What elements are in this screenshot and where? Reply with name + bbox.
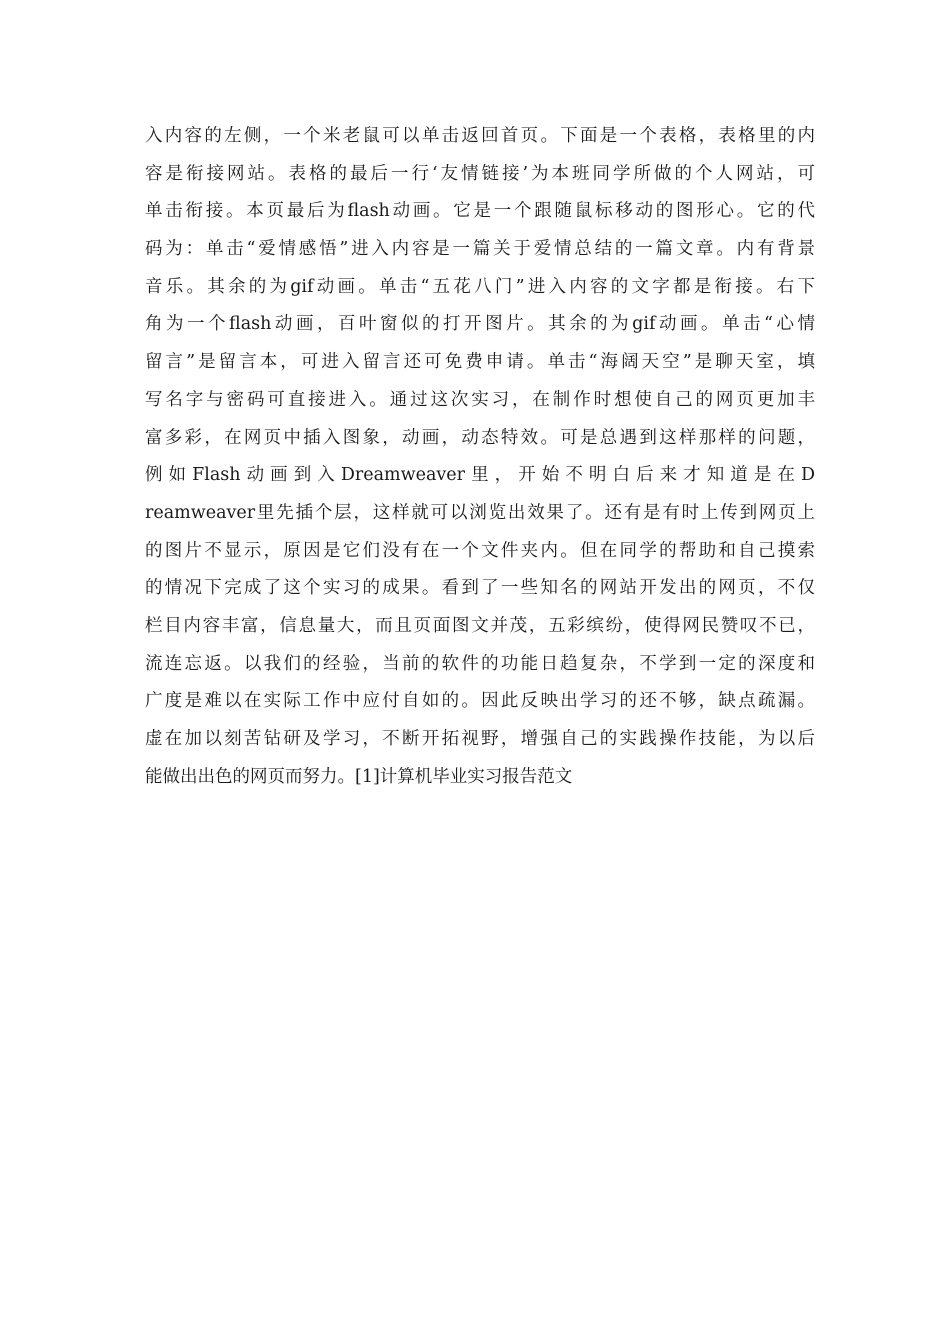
paragraph-line-13: 的情况下完成了这个实习的成果。看到了一些知名的网站开发出的网页，不仅 xyxy=(145,578,815,599)
paragraph-line-17: 虚在加以刻苦钻研及学习，不断开拓视野，增强自己的实践操作技能，为以后 xyxy=(145,729,815,749)
paragraph-line-14: 栏目内容丰富，信息量大，而且页面图文并茂，五彩缤纷，使得网民赞叹不已， xyxy=(145,615,815,636)
paragraph-line-11: reamweaver里先插个层，这样就可以浏览出效果了。还有是有时上传到网页上 xyxy=(145,502,815,523)
paragraph-line-15: 流连忘返。以我们的经验，当前的软件的功能日趋复杂，不学到一定的深度和 xyxy=(145,653,815,674)
paragraph-line-4: 码为：单击“爱情感悟”进入内容是一篇关于爱情总结的一篇文章。内有背景 xyxy=(145,239,815,260)
body-paragraph xyxy=(145,118,815,796)
paragraph-line-7: 留言”是留言本，可进入留言还可免费申请。单击“海阔天空”是聊天室，填 xyxy=(145,352,815,373)
paragraph-line-5: 音乐。其余的为gif动画。单击“五花八门”进入内容的文字都是衔接。右下 xyxy=(145,276,815,297)
paragraph-line-6: 角为一个flash动画，百叶窗似的打开图片。其余的为gif动画。单击“心情 xyxy=(145,314,815,335)
paragraph-line-18: 能做出出色的网页而努力。[1]计算机毕业实习报告范文 xyxy=(145,766,573,787)
paragraph-line-1: 入内容的左侧，一个米老鼠可以单击返回首页。下面是一个表格，表格里的内 xyxy=(145,126,815,146)
paragraph-line-2: 容是衔接网站。表格的最后一行‘友情链接’为本班同学所做的个人网站，可 xyxy=(145,163,815,184)
paragraph-line-9: 富多彩，在网页中插入图象，动画，动态特效。可是总遇到这样那样的问题， xyxy=(145,427,815,448)
paragraph-line-10: 例如Flash动画到入Dreamweaver里，开始不明白后来才知道是在D xyxy=(145,465,815,486)
paragraph-line-12: 的图片不显示，原因是它们没有在一个文件夹内。但在同学的帮助和自己摸索 xyxy=(145,540,815,561)
paragraph-line-16: 广度是难以在实际工作中应付自如的。因此反映出学习的还不够，缺点疏漏。 xyxy=(145,691,815,712)
paragraph-line-3: 单击衔接。本页最后为flash动画。它是一个跟随鼠标移动的图形心。它的代 xyxy=(145,201,815,222)
paragraph-line-8: 写名字与密码可直接进入。通过这次实习，在制作时想使自己的网页更加丰 xyxy=(145,389,815,410)
